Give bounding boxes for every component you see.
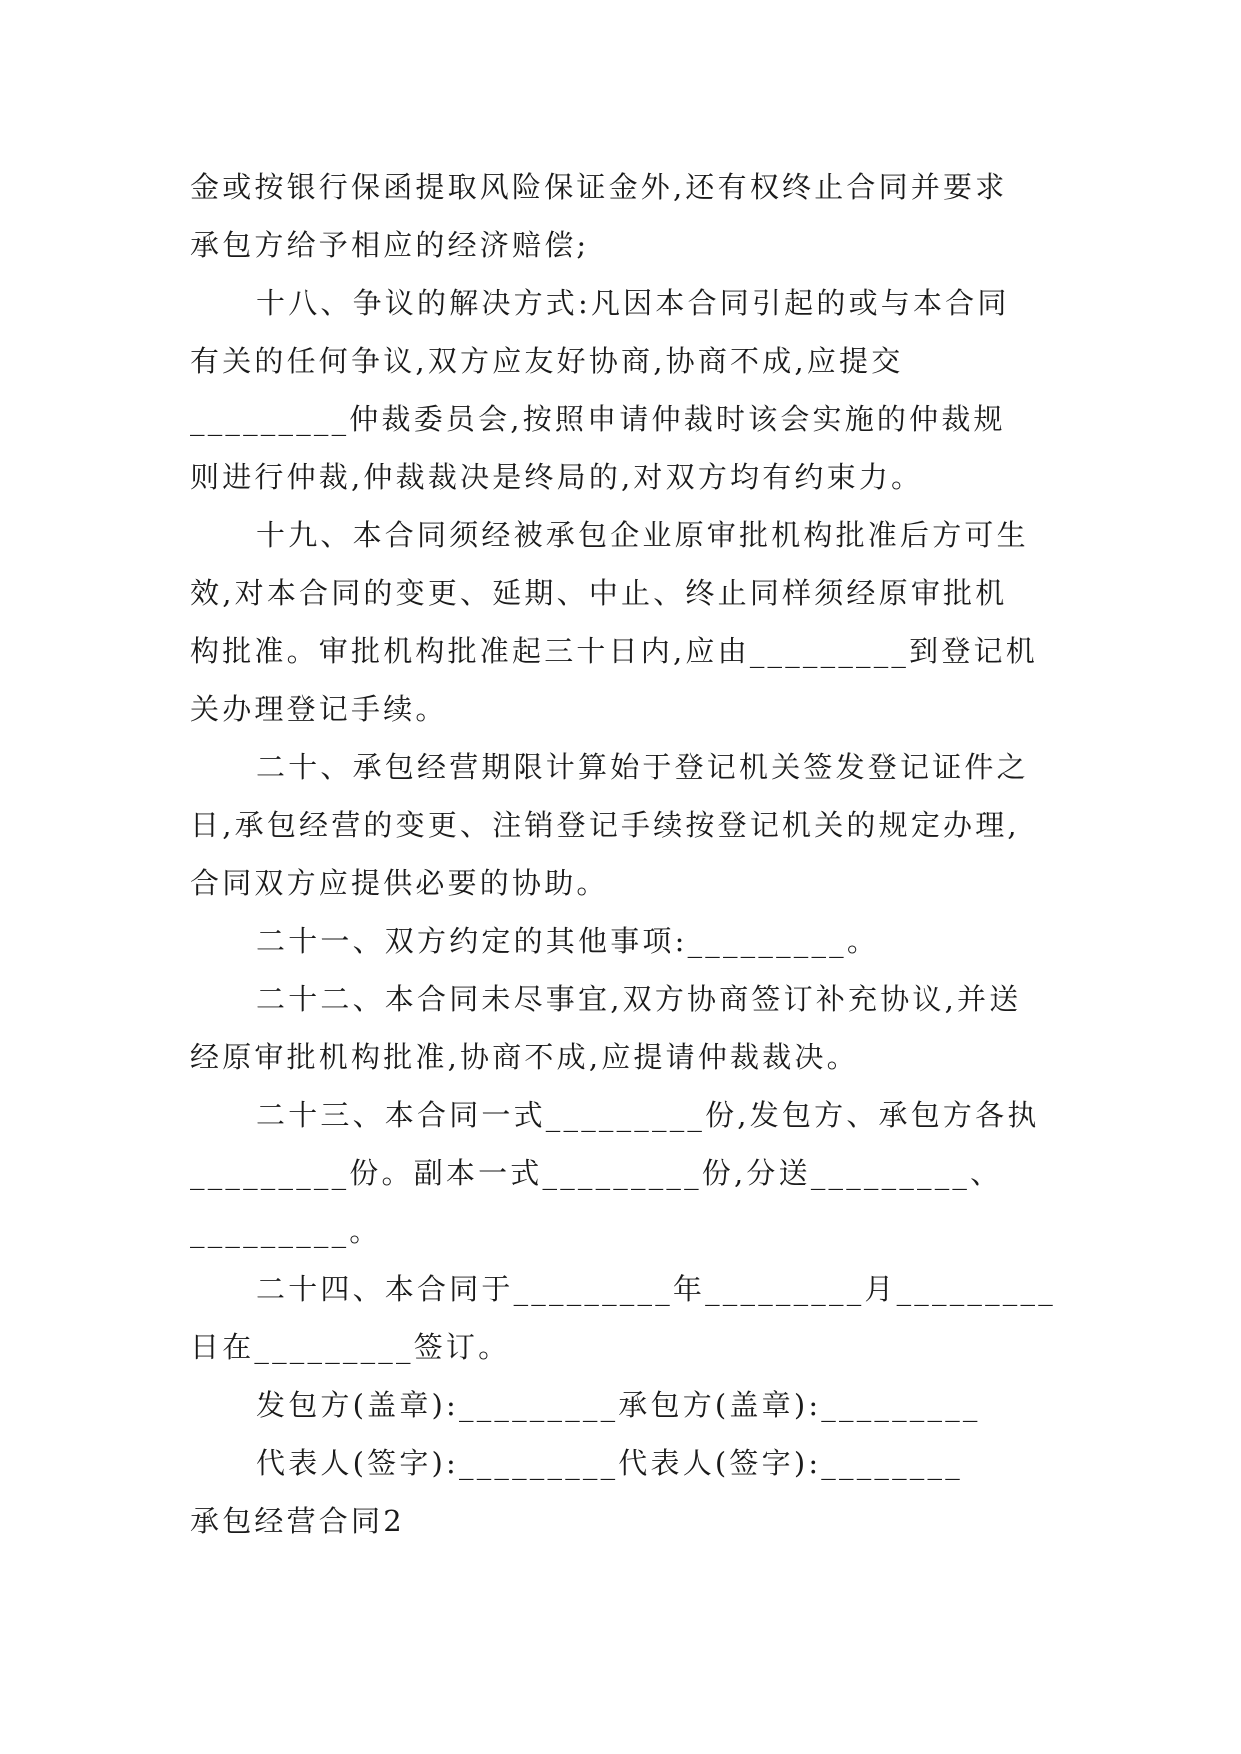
next-contract-title: 承包经营合同2 xyxy=(190,1504,405,1538)
signature-representative-line: 代表人(签字):_________代表人(签字):________ xyxy=(256,1446,963,1480)
text-line: 日,承包经营的变更、注销登记手续按登记机关的规定办理, xyxy=(190,808,1020,842)
text-line: _________份。副本一式_________份,分送_________、 xyxy=(190,1156,1003,1190)
document-page xyxy=(190,158,1056,1550)
signature-seal-line: 发包方(盖章):_________承包方(盖章):_________ xyxy=(256,1388,981,1422)
clause-22-heading-line: 二十二、本合同未尽事宜,双方协商签订补充协议,并送 xyxy=(256,982,1022,1016)
text-line: _________仲裁委员会,按照申请仲裁时该会实施的仲裁规 xyxy=(190,402,1006,436)
clause-20-heading-line: 二十、承包经营期限计算始于登记机关签发登记证件之 xyxy=(256,750,1029,784)
text-line: 效,对本合同的变更、延期、中止、终止同样须经原审批机 xyxy=(190,576,1008,610)
text-line: 则进行仲裁,仲裁裁决是终局的,对双方均有约束力。 xyxy=(190,460,924,494)
text-line: 关办理登记手续。 xyxy=(190,692,448,726)
text-line: 构批准。审批机构批准起三十日内,应由_________到登记机 xyxy=(190,634,1038,668)
text-line: 合同双方应提供必要的协助。 xyxy=(190,866,609,900)
text-line: 日在_________签订。 xyxy=(190,1330,511,1364)
text-line: 承包方给予相应的经济赔偿; xyxy=(190,228,590,262)
clause-23-heading-line: 二十三、本合同一式_________份,发包方、承包方各执 xyxy=(256,1098,1040,1132)
clause-18-heading-line: 十八、争议的解决方式:凡因本合同引起的或与本合同 xyxy=(256,286,1010,320)
text-line: _________。 xyxy=(190,1214,382,1248)
text-line: 有关的任何争议,双方应友好协商,协商不成,应提交 xyxy=(190,344,904,378)
text-line: 经原审批机构批准,协商不成,应提请仲裁裁决。 xyxy=(190,1040,859,1074)
clause-19-heading-line: 十九、本合同须经被承包企业原审批机构批准后方可生 xyxy=(256,518,1029,552)
clause-24-heading-line: 二十四、本合同于_________年_________月_________ xyxy=(256,1272,1056,1306)
text-line: 金或按银行保函提取风险保证金外,还有权终止合同并要求 xyxy=(190,170,1008,204)
clause-21-line: 二十一、双方约定的其他事项:_________。 xyxy=(256,924,880,958)
